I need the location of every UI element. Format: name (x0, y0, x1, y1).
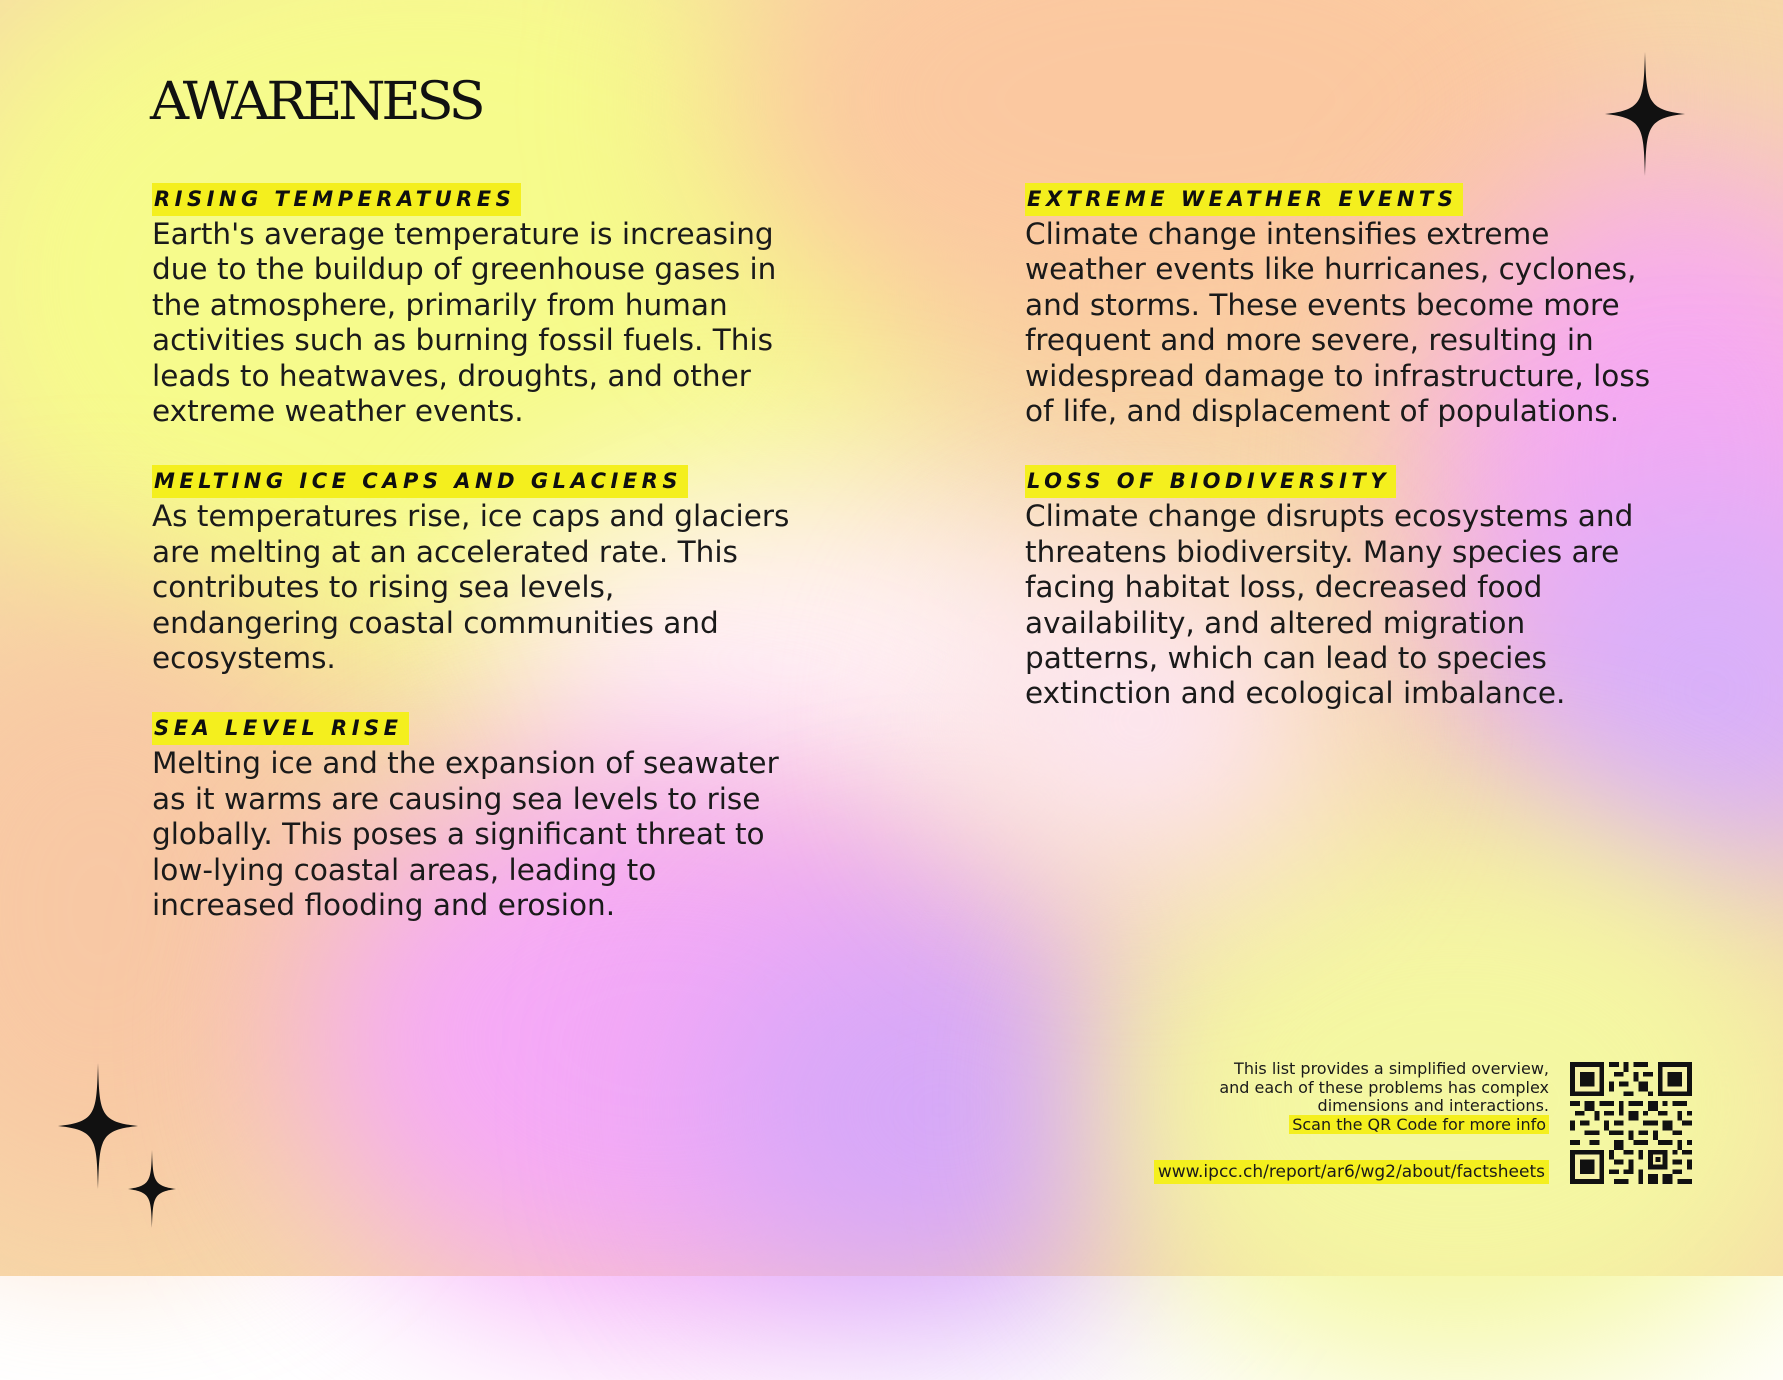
sparkle-star-icon (1605, 52, 1685, 176)
section-body: Earth's average temperature is increasing due to the buildup of greenhouse gases in the atmosphere, primarily from human activities such as burning fossil fuels. This leads to heatwaves, droughts, and other extreme weather events. (152, 217, 777, 429)
footer-note-line: This list provides a simplified overview, (1234, 1059, 1549, 1078)
section-body: Melting ice and the expansion of seawater as it warms are causing sea levels to rise globally. This poses a significant threat to low-lying coastal areas, leading to increased flooding and erosion. (152, 746, 779, 923)
reference-link[interactable]: www.ipcc.ch/report/ar6/wg2/about/factsheets (1154, 1160, 1549, 1184)
section-heading: RISING TEMPERATURES (152, 183, 521, 216)
section-sea-level-rise (152, 712, 792, 923)
section-body: Climate change intensifies extreme weather events like hurricanes, cyclones, and storms. These events become more frequent and more severe, resulting in widespread damage to infrastructure, loss of life, and displacement of populations. (1025, 217, 1651, 429)
section-body: Climate change disrupts ecosystems and threatens biodiversity. Many species are facing habitat loss, decreased food availability, and altered migration patterns, which can lead to species extinction and ecological imbalance. (1025, 499, 1634, 711)
sparkle-star-icon (58, 1063, 138, 1189)
left-column (152, 183, 792, 960)
section-heading: MELTING ICE CAPS AND GLACIERS (152, 465, 688, 498)
footer-note (1219, 1060, 1549, 1134)
page-title: AWARENESS (150, 72, 482, 132)
qr-prompt: Scan the QR Code for more info (1289, 1115, 1549, 1134)
section-body: As temperatures rise, ice caps and glaciers are melting at an accelerated rate. This contributes to rising sea levels, endangering coastal communities and ecosystems. (152, 499, 790, 676)
section-heading: SEA LEVEL RISE (152, 712, 409, 745)
section-heading: EXTREME WEATHER EVENTS (1025, 183, 1463, 216)
section-loss-of-biodiversity (1025, 465, 1665, 711)
section-rising-temperatures (152, 183, 792, 429)
footer-note-line: dimensions and interactions. (1317, 1096, 1549, 1115)
section-heading: LOSS OF BIODIVERSITY (1025, 465, 1396, 498)
section-melting-ice-caps (152, 465, 792, 676)
section-extreme-weather (1025, 183, 1665, 429)
right-column (1025, 183, 1665, 748)
qr-code-icon[interactable] (1570, 1062, 1692, 1184)
footer-note-line: and each of these problems has complex (1219, 1077, 1549, 1097)
sparkle-star-icon (128, 1150, 176, 1228)
